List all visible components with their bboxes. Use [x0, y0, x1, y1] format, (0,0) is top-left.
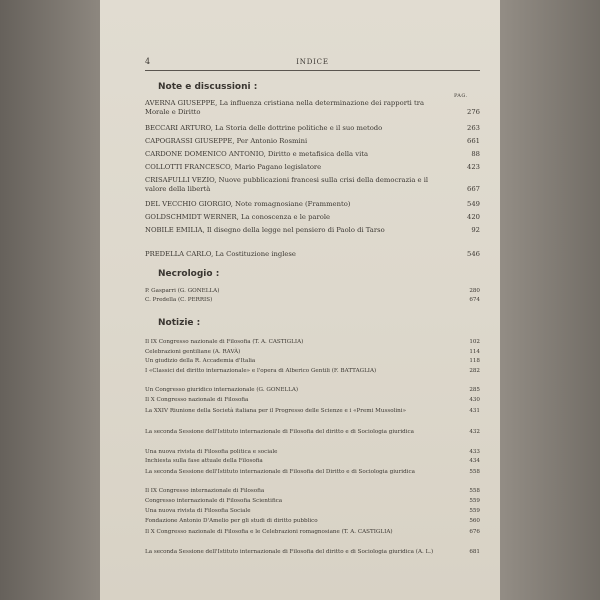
entry-notizie-9: Una nuova rivista di Filosofia politica e sociale 433: [145, 449, 480, 455]
background-right: [500, 0, 600, 600]
page-number: 4: [145, 57, 151, 66]
entry-notizie-13: Congresso internazionale di Filosofia Scientifica 559: [145, 498, 480, 504]
document-page: [100, 0, 500, 600]
entry-note-5: COLLOTTI FRANCESCO, Mario Pagano legislatore 423: [145, 163, 480, 171]
background-left: [0, 0, 100, 600]
entry-notizie-5: Un Congresso giuridico internazionale (G. GONELLA) 285: [145, 387, 480, 393]
entry-notizie-11: La seconda Sessione dell'Istituto internazionale di Filosofia del Diritto e di Sociologia giuridica 558: [145, 469, 480, 475]
section-title-necrologio: Necrologio :: [158, 269, 220, 279]
entry-notizie-6: Il X Congresso nazionale di Filosofia 430: [145, 397, 480, 403]
entry-note-9: NOBILE EMILIA, Il disegno della legge nel pensiero di Paolo di Tarso 92: [145, 226, 480, 234]
header-rule: [145, 70, 480, 71]
section-title-notizie: Notizie :: [158, 318, 201, 328]
entry-note-4: CARDONE DOMENICO ANTONIO, Diritto e metafisica della vita 88: [145, 150, 480, 158]
page-title: INDICE: [296, 58, 329, 66]
entry-note-10: PREDELLA CARLO, La Costituzione inglese 546: [145, 250, 480, 258]
entry-notizie-17: La seconda Sessione dell'Istituto internazionale di Filosofia del diritto e di Sociologia giuridica (A. L.) 681: [145, 549, 480, 555]
entry-note-3: CAPOGRASSI GIUSEPPE, Per Antonio Rosmini 661: [145, 137, 480, 145]
section-title-note: Note e discussioni :: [158, 82, 258, 92]
entry-notizie-1: Il IX Congresso nazionale di Filosofia (T. A. CASTIGLIA) 102: [145, 339, 480, 345]
entry-notizie-16: Il X Congresso nazionale di Filosofia e le Celebrazioni romagnosiane (T. A. CASTIGLIA) 676: [145, 529, 480, 535]
entry-note-2: BECCARI ARTURO, La Storia delle dottrine politiche e il suo metodo 263: [145, 124, 480, 132]
entry-note-7: DEL VECCHIO GIORGIO, Note romagnosiane (Frammento) 549: [145, 200, 480, 208]
entry-note-8: GOLDSCHMIDT WERNER, La conoscenza e le parole 420: [145, 213, 480, 221]
entry-note-1: AVERNA GIUSEPPE, La influenza cristiana nella determinazione dei rapporti tra Morale e Diritto 276: [145, 99, 480, 116]
entry-notizie-7: La XXIV Riunione della Società italiana per il Progresso delle Scienze e i «Premi Mussolini» 431: [145, 408, 480, 414]
entry-necrologio-2: C. Predella (C. PERRIS) 674: [145, 297, 480, 303]
entry-notizie-3: Un giudizio della R. Accademia d'Italia 118: [145, 358, 480, 364]
entry-notizie-12: Il IX Congresso internazionale di Filosofia 558: [145, 488, 480, 494]
pag-label: PAG.: [454, 93, 468, 99]
page-header: [145, 57, 480, 69]
entry-notizie-2: Celebrazioni gentiliane (A. RAVÀ) 114: [145, 349, 480, 355]
entry-notizie-8: La seconda Sessione dell'Istituto internazionale di Filosofia del diritto e di Sociologia giuridica 432: [145, 429, 480, 435]
entry-notizie-15: Fondazione Antonio D'Amelio per gli studi di diritto pubblico 560: [145, 518, 480, 524]
entry-notizie-10: Inchiesta sulla fase attuale della Filosofia 434: [145, 458, 480, 464]
entry-notizie-4: I «Classici del diritto internazionale» e l'opera di Alberico Gentili (F. BATTAGLIA) 282: [145, 368, 480, 374]
entry-necrologio-1: P. Gasparri (G. GONELLA) 280: [145, 288, 480, 294]
entry-note-6: CRISAFULLI VEZIO, Nuove pubblicazioni francesi sulla crisi della democrazia e il valore della libertà 667: [145, 176, 480, 193]
entry-notizie-14: Una nuova rivista di Filosofia Sociale 559: [145, 508, 480, 514]
